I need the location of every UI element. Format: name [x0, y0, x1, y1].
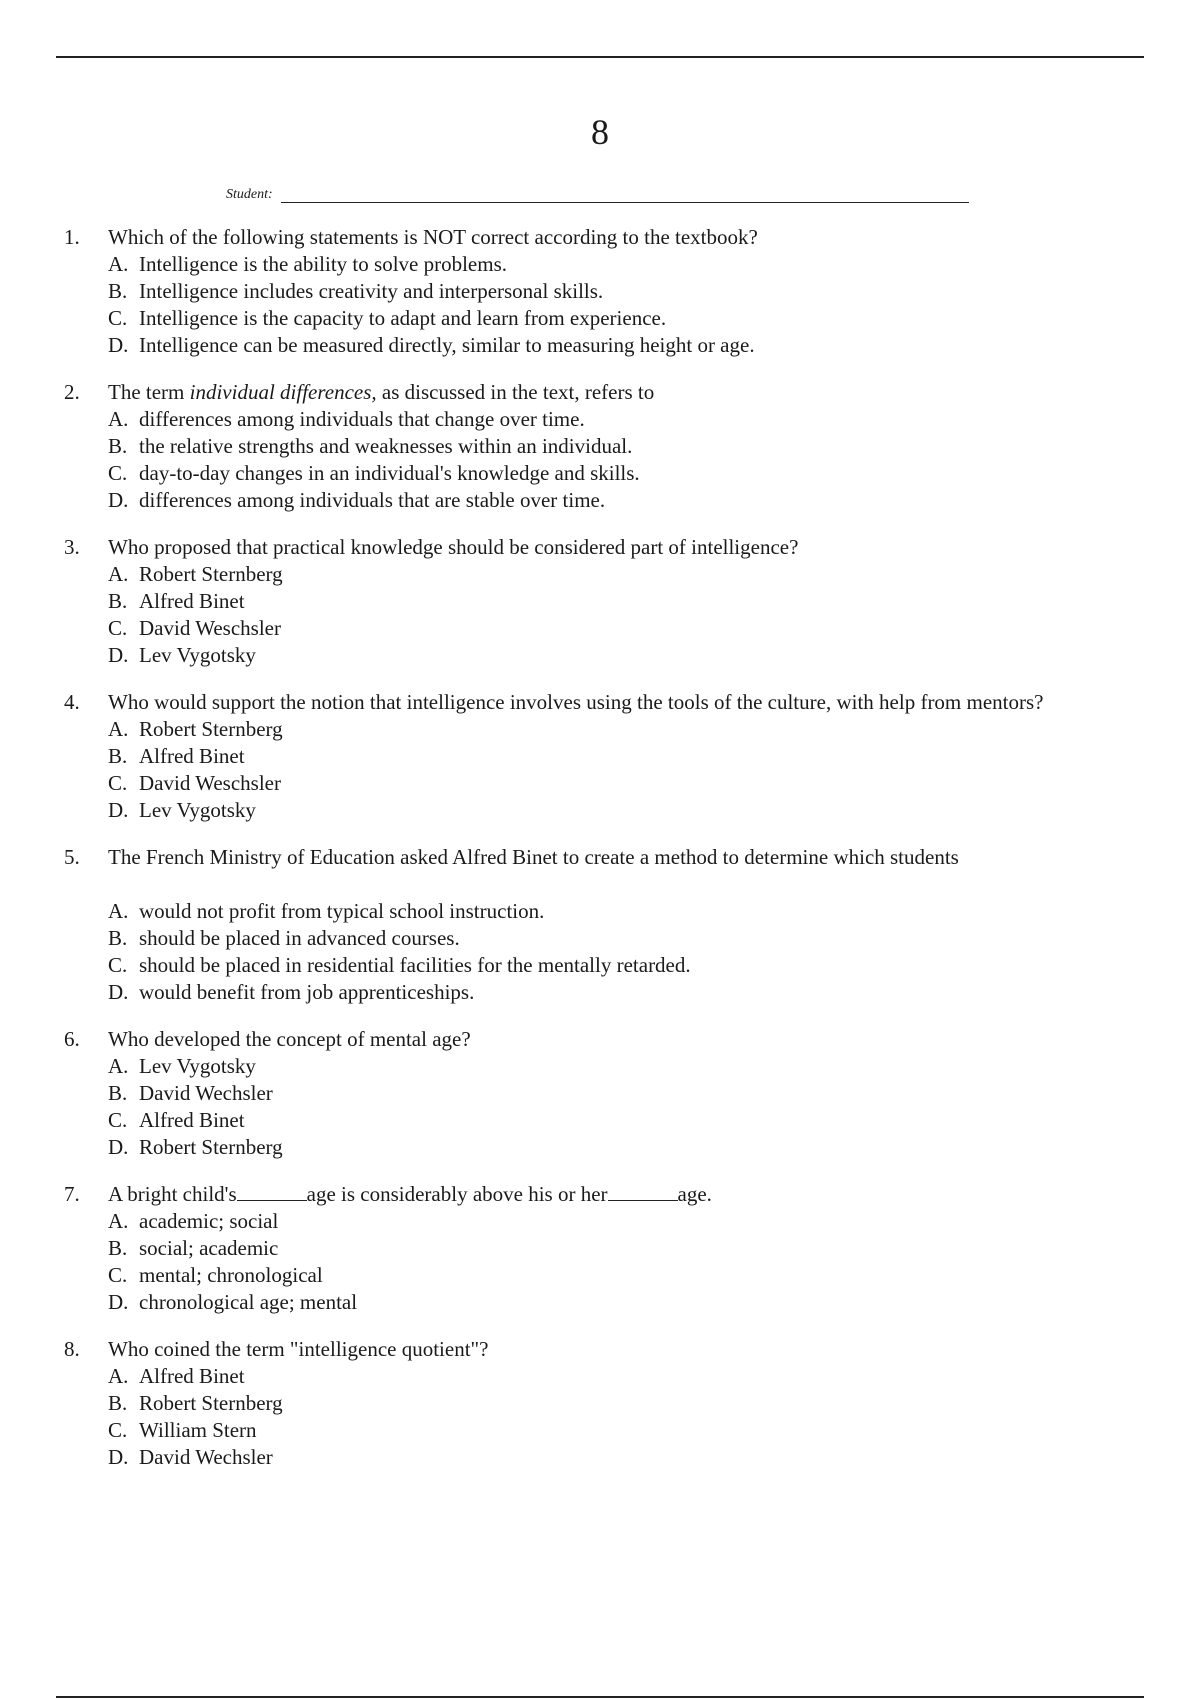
option-text: Robert Sternberg: [139, 562, 283, 586]
option: [108, 1417, 1104, 1444]
option: [108, 588, 1104, 615]
option-letter: A.: [108, 562, 129, 586]
option-letter: D.: [108, 488, 129, 512]
option-letter: B.: [108, 1081, 128, 1105]
student-name-line: [281, 184, 969, 203]
answer-blank: [237, 1182, 307, 1201]
option: [108, 1053, 1104, 1080]
question-number: 4.: [64, 690, 80, 714]
option: [108, 1208, 1104, 1235]
answer-blank: [608, 1182, 678, 1201]
question-term-italic: individual differences,: [189, 380, 377, 404]
question-number: 7.: [64, 1182, 80, 1206]
option-text: Lev Vygotsky: [139, 643, 256, 667]
option-letter: B.: [108, 1391, 128, 1415]
option: [108, 1134, 1104, 1161]
question-7: [64, 1181, 1104, 1316]
option-letter: D.: [108, 798, 129, 822]
option-text: Intelligence is the capacity to adapt and learn from experience.: [139, 306, 667, 330]
option-letter: C.: [108, 1108, 128, 1132]
option: [108, 1080, 1104, 1107]
question-number: 6.: [64, 1027, 80, 1051]
option-letter: C.: [108, 771, 128, 795]
option-text: William Stern: [139, 1418, 257, 1442]
option-letter: C.: [108, 1418, 128, 1442]
question-list: [64, 224, 1104, 1491]
question-text: [108, 1181, 1104, 1208]
option: [108, 1363, 1104, 1390]
option-text: day-to-day changes in an individual's knowledge and skills.: [139, 461, 640, 485]
question-8: [64, 1336, 1104, 1471]
option-letter: C.: [108, 461, 128, 485]
option-text: David Weschsler: [139, 771, 281, 795]
option-text: Robert Sternberg: [139, 717, 283, 741]
question-number: 8.: [64, 1337, 80, 1361]
chapter-number: 8: [591, 112, 609, 152]
question-text: The French Ministry of Education asked Alfred Binet to create a method to determine which students: [108, 845, 959, 869]
question-text: Who developed the concept of mental age?: [108, 1027, 471, 1051]
option: [108, 561, 1104, 588]
option-letter: D.: [108, 980, 129, 1004]
option-letter: D.: [108, 643, 129, 667]
option: [108, 743, 1104, 770]
option-letter: A.: [108, 1364, 129, 1388]
option-text: David Weschsler: [139, 616, 281, 640]
option-text: Intelligence includes creativity and interpersonal skills.: [139, 279, 604, 303]
option-text: should be placed in advanced courses.: [139, 926, 460, 950]
option-letter: C.: [108, 953, 128, 977]
option-letter: D.: [108, 1445, 129, 1469]
option-text: Alfred Binet: [139, 1364, 245, 1388]
option-letter: A.: [108, 717, 129, 741]
option-text: should be placed in residential facilities for the mentally retarded.: [139, 953, 691, 977]
option: [108, 615, 1104, 642]
option-letter: A.: [108, 407, 129, 431]
option-text: social; academic: [139, 1236, 279, 1260]
option: [108, 898, 1104, 925]
option-text: would benefit from job apprenticeships.: [139, 980, 475, 1004]
question-text-part: as discussed in the text, refers to: [376, 380, 655, 404]
option-text: Robert Sternberg: [139, 1391, 283, 1415]
option-text: chronological age; mental: [139, 1290, 358, 1314]
option: [108, 952, 1104, 979]
option: [108, 460, 1104, 487]
question-1: [64, 224, 1104, 359]
option-text: David Wechsler: [139, 1445, 273, 1469]
option: [108, 278, 1104, 305]
question-text: [108, 379, 1104, 406]
student-label: Student:: [226, 187, 273, 202]
option: [108, 251, 1104, 278]
top-rule: [56, 56, 1144, 58]
question-text-part: age is considerably above his or her: [306, 1182, 608, 1206]
option-text: mental; chronological: [139, 1263, 323, 1287]
question-text: Which of the following statements is NOT correct according to the textbook?: [108, 225, 758, 249]
option: [108, 1289, 1104, 1316]
option-letter: B.: [108, 434, 128, 458]
question-text-part: A bright child's: [108, 1182, 237, 1206]
option-text: Alfred Binet: [139, 589, 245, 613]
option: [108, 406, 1104, 433]
option-text: differences among individuals that change over time.: [139, 407, 585, 431]
option-text: Alfred Binet: [139, 744, 245, 768]
option-letter: C.: [108, 306, 128, 330]
option-letter: D.: [108, 333, 129, 357]
bottom-rule: [56, 1696, 1144, 1698]
option: [108, 332, 1104, 359]
question-text: Who would support the notion that intelligence involves using the tools of the culture, with help from mentors?: [108, 690, 1044, 714]
option: [108, 305, 1104, 332]
question-text: Who proposed that practical knowledge should be considered part of intelligence?: [108, 535, 799, 559]
question-text-part: The term: [108, 380, 190, 404]
option-letter: D.: [108, 1290, 129, 1314]
question-text-part: age.: [677, 1182, 712, 1206]
option: [108, 979, 1104, 1006]
student-name-field: [226, 184, 969, 203]
option-letter: B.: [108, 589, 128, 613]
option: [108, 1444, 1104, 1471]
option-text: Alfred Binet: [139, 1108, 245, 1132]
option-letter: A.: [108, 1209, 129, 1233]
question-6: [64, 1026, 1104, 1161]
option-text: Intelligence can be measured directly, similar to measuring height or age.: [139, 333, 755, 357]
option: [108, 1390, 1104, 1417]
option-letter: B.: [108, 279, 128, 303]
question-number: 3.: [64, 535, 80, 559]
option: [108, 716, 1104, 743]
option-text: David Wechsler: [139, 1081, 273, 1105]
question-2: [64, 379, 1104, 514]
option: [108, 1262, 1104, 1289]
option-letter: C.: [108, 616, 128, 640]
option-letter: A.: [108, 252, 129, 276]
option: [108, 770, 1104, 797]
option: [108, 925, 1104, 952]
option-text: differences among individuals that are stable over time.: [139, 488, 606, 512]
question-number: 1.: [64, 225, 80, 249]
option-text: Lev Vygotsky: [139, 1054, 256, 1078]
question-4: [64, 689, 1104, 824]
option-text: academic; social: [139, 1209, 279, 1233]
option-letter: A.: [108, 899, 129, 923]
option-text: the relative strengths and weaknesses within an individual.: [139, 434, 633, 458]
question-number: 2.: [64, 380, 80, 404]
spacer: [108, 871, 1104, 898]
option: [108, 1107, 1104, 1134]
question-5: [64, 844, 1104, 1006]
option: [108, 642, 1104, 669]
option-text: would not profit from typical school instruction.: [139, 899, 545, 923]
option-letter: B.: [108, 744, 128, 768]
option-letter: B.: [108, 1236, 128, 1260]
question-3: [64, 534, 1104, 669]
option-text: Lev Vygotsky: [139, 798, 256, 822]
option-text: Robert Sternberg: [139, 1135, 283, 1159]
option: [108, 797, 1104, 824]
option: [108, 1235, 1104, 1262]
option: [108, 487, 1104, 514]
question-number: 5.: [64, 845, 80, 869]
option-letter: D.: [108, 1135, 129, 1159]
option-letter: B.: [108, 926, 128, 950]
option-letter: A.: [108, 1054, 129, 1078]
option-letter: C.: [108, 1263, 128, 1287]
question-text: Who coined the term "intelligence quotient"?: [108, 1337, 489, 1361]
option: [108, 433, 1104, 460]
option-text: Intelligence is the ability to solve problems.: [139, 252, 508, 276]
